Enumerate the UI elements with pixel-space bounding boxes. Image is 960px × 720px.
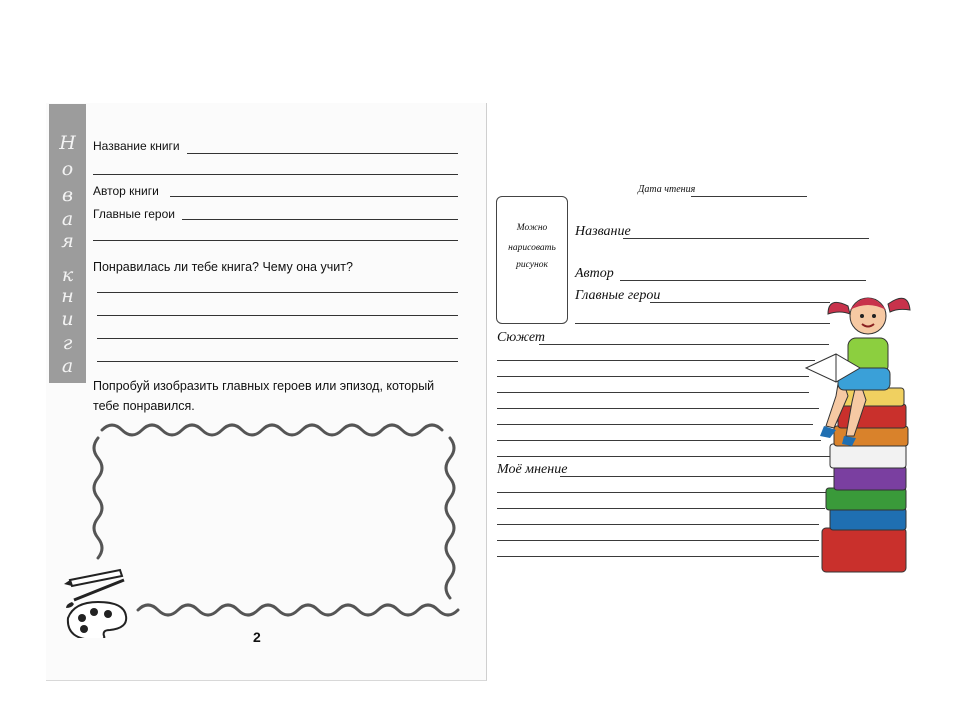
title-label: Название [575, 224, 631, 239]
plot-line[interactable] [539, 344, 829, 345]
heroes-line-right-2[interactable] [575, 323, 830, 324]
plot-line[interactable] [497, 424, 813, 425]
answer-line[interactable] [97, 315, 458, 316]
author-label: Автор книги [93, 184, 159, 198]
plot-line[interactable] [497, 456, 833, 457]
plot-line[interactable] [497, 360, 815, 361]
side-title-letter: Н [59, 132, 76, 154]
title-line[interactable] [623, 238, 869, 239]
author-line[interactable] [170, 196, 458, 197]
side-title-letter: к [61, 264, 74, 286]
page-number: 2 [253, 629, 261, 645]
draw-prompt-line-2: тебе понравился. [93, 399, 195, 413]
opinion-line[interactable] [497, 492, 833, 493]
side-title-band [49, 104, 86, 383]
book-title-label: Название книги [93, 139, 180, 153]
plot-line[interactable] [497, 408, 819, 409]
plot-label: Сюжет [497, 330, 546, 345]
art-tools-icons [62, 566, 132, 638]
plot-line[interactable] [497, 376, 809, 377]
draw-box-text: нарисовать [508, 243, 556, 253]
answer-line[interactable] [97, 338, 458, 339]
draw-box-text: Можно [516, 223, 548, 233]
author-label-right: Автор [575, 266, 614, 281]
palette-icon [68, 602, 126, 638]
drawing-box[interactable] [496, 196, 568, 324]
heroes-label-right: Главные герои [575, 288, 661, 303]
side-title-letter: г [62, 332, 73, 354]
opinion-line[interactable] [560, 476, 836, 477]
opinion-line[interactable] [497, 508, 825, 509]
opinion-line[interactable] [497, 540, 819, 541]
girl-on-books-illustration [800, 276, 912, 582]
plot-line[interactable] [497, 392, 809, 393]
draw-box-text: рисунок [516, 260, 548, 270]
heroes-line[interactable] [182, 219, 458, 220]
book-title-line-2[interactable] [93, 174, 458, 175]
answer-line[interactable] [97, 361, 458, 362]
heroes-label: Главные герои [93, 207, 175, 221]
side-title-letter: о [61, 158, 74, 180]
draw-prompt-line-1: Попробуй изобразить главных героев или эпизод, который [93, 379, 435, 393]
side-title-letter: н [61, 285, 74, 307]
book-title-line[interactable] [187, 153, 458, 154]
side-title-letter: а [61, 208, 74, 230]
liked-question: Понравилась ли тебе книга? Чему она учит? [93, 260, 353, 274]
answer-line[interactable] [97, 292, 458, 293]
plot-line[interactable] [497, 440, 821, 441]
opinion-line[interactable] [497, 556, 819, 557]
opinion-line[interactable] [497, 524, 819, 525]
reading-date-line[interactable] [691, 196, 807, 197]
side-title-letter: я [61, 230, 74, 252]
reading-date-label: Дата чтения [638, 184, 696, 195]
heroes-line-2[interactable] [93, 240, 458, 241]
side-title-letter: и [61, 308, 74, 330]
side-title-letter: а [61, 355, 74, 377]
side-title-letter: в [61, 184, 74, 206]
drawing-frame[interactable] [88, 420, 460, 620]
opinion-label: Моё мнение [497, 462, 568, 477]
